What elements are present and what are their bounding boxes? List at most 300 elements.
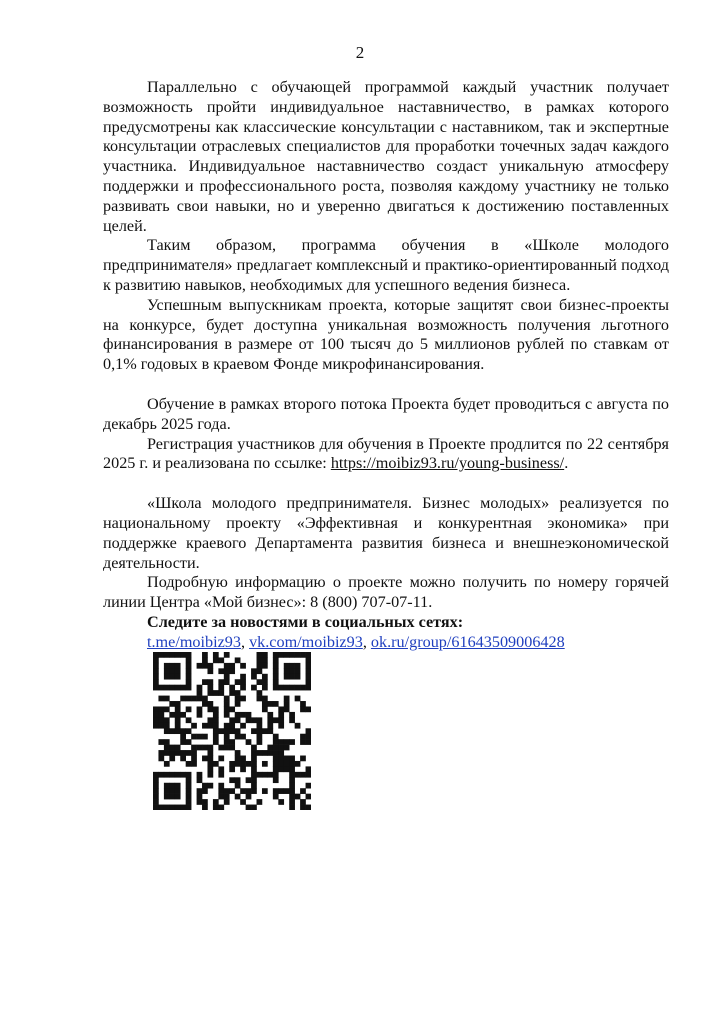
qr-module <box>246 739 252 745</box>
qr-module <box>240 712 246 718</box>
qr-module <box>257 663 263 669</box>
qr-module <box>300 685 306 691</box>
qr-module <box>218 745 224 751</box>
ok-link[interactable]: ok.ru/group/61643509006428 <box>370 632 565 651</box>
qr-module <box>229 766 235 772</box>
qr-module <box>202 657 208 663</box>
qr-module <box>224 745 230 751</box>
qr-module <box>169 756 175 762</box>
qr-module <box>306 783 311 789</box>
qr-module <box>213 734 219 740</box>
qr-module <box>169 663 175 669</box>
qr-module <box>262 706 268 712</box>
qr-module <box>251 750 257 756</box>
qr-module <box>202 756 208 762</box>
qr-module <box>289 717 295 723</box>
qr-module <box>284 766 290 772</box>
qr-module <box>235 696 241 702</box>
qr-module <box>164 794 170 800</box>
qr-module <box>278 756 284 762</box>
qr-module <box>153 657 159 663</box>
qr-module <box>300 799 306 805</box>
qr-module <box>158 805 164 810</box>
qr-module <box>278 739 284 745</box>
qr-module <box>186 805 192 810</box>
qr-module <box>191 745 197 751</box>
qr-module <box>153 706 159 712</box>
qr-module <box>153 723 159 729</box>
qr-module <box>229 668 235 674</box>
qr-module <box>300 788 306 794</box>
qr-module <box>306 674 311 680</box>
qr-module <box>202 788 208 794</box>
qr-module <box>306 805 311 810</box>
qr-module <box>246 788 252 794</box>
qr-module <box>257 657 263 663</box>
qr-module <box>213 799 219 805</box>
qr-module <box>284 696 290 702</box>
qr-module <box>251 756 257 762</box>
qr-module <box>284 668 290 674</box>
qr-module <box>295 761 301 767</box>
qr-module <box>306 652 311 658</box>
qr-module <box>175 685 181 691</box>
qr-module <box>218 690 224 696</box>
qr-module <box>158 739 164 745</box>
qr-module <box>235 657 241 663</box>
paragraph-hotline: Подробную информацию о проекте можно получить по номеру горячей линии Центра «Мой бизнес»: 8 (800) 707-07-11. <box>103 573 669 612</box>
qr-module <box>202 734 208 740</box>
qr-module <box>240 696 246 702</box>
qr-module <box>186 685 192 691</box>
qr-module <box>213 761 219 767</box>
qr-module <box>175 728 181 734</box>
qr-module <box>240 685 246 691</box>
qr-module <box>251 777 257 783</box>
qr-module <box>246 794 252 800</box>
qr-module <box>175 750 181 756</box>
qr-module <box>186 750 192 756</box>
qr-module <box>207 668 213 674</box>
qr-module <box>169 794 175 800</box>
qr-module <box>267 745 273 751</box>
qr-module <box>175 805 181 810</box>
qr-module <box>278 706 284 712</box>
qr-module <box>289 756 295 762</box>
qr-module <box>153 788 159 794</box>
qr-module <box>175 717 181 723</box>
qr-module <box>278 745 284 751</box>
qr-module <box>164 652 170 658</box>
qr-module <box>207 663 213 669</box>
qr-module <box>262 696 268 702</box>
qr-module <box>153 772 159 778</box>
qr-module <box>262 761 268 767</box>
qr-code-icon <box>153 652 311 810</box>
qr-module <box>207 685 213 691</box>
qr-module <box>164 685 170 691</box>
qr-module <box>229 717 235 723</box>
qr-module <box>175 788 181 794</box>
qr-module <box>257 668 263 674</box>
qr-module <box>289 685 295 691</box>
qr-module <box>158 723 164 729</box>
qr-module <box>224 712 230 718</box>
qr-module <box>218 728 224 734</box>
qr-module <box>251 745 257 751</box>
qr-module <box>306 734 311 740</box>
qr-module <box>207 723 213 729</box>
qr-module <box>229 739 235 745</box>
qr-module <box>191 761 197 767</box>
qr-module <box>186 728 192 734</box>
qr-module <box>197 690 203 696</box>
paragraph-mentorship: Параллельно с обучающей программой каждый участник получает возможность пройти индивидуальное наставничество, в рамках которого предусмотрены как классические консультации с наставником, так и экспертные консультации отраслевых специалистов для проработки точечных задач каждого участника. Индивидуальное наставничество создаст уникальную атмосферу поддержки и профессионального роста, позволяя каждому участнику не только развивать свои навыки, но и уверенно двигаться к достижению поставленных целей. <box>103 78 669 235</box>
qr-module <box>224 696 230 702</box>
telegram-link[interactable]: t.me/moibiz93 <box>147 632 241 651</box>
qr-module <box>158 685 164 691</box>
qr-module <box>278 788 284 794</box>
vk-link[interactable]: vk.com/moibiz93 <box>249 632 363 651</box>
qr-module <box>257 799 263 805</box>
qr-module <box>175 663 181 669</box>
qr-module <box>207 701 213 707</box>
qr-module <box>158 772 164 778</box>
qr-module <box>197 712 203 718</box>
qr-module <box>262 772 268 778</box>
qr-module <box>224 668 230 674</box>
qr-module <box>229 728 235 734</box>
qr-module <box>224 728 230 734</box>
qr-module <box>153 674 159 680</box>
qr-module <box>273 663 279 669</box>
qr-module <box>251 766 257 772</box>
qr-module <box>295 668 301 674</box>
qr-module <box>175 668 181 674</box>
qr-module <box>235 701 241 707</box>
qr-module <box>191 750 197 756</box>
spacer <box>103 375 669 395</box>
qr-module <box>213 805 219 810</box>
qr-module <box>300 706 306 712</box>
qr-module <box>295 652 301 658</box>
qr-module <box>224 652 230 658</box>
qr-module <box>197 788 203 794</box>
qr-module <box>278 717 284 723</box>
qr-module <box>289 739 295 745</box>
qr-module <box>229 685 235 691</box>
qr-module <box>153 717 159 723</box>
paragraph-financing: Успешным выпускникам проекта, которые защитят свои бизнес-проекты на конкурсе, будет доступна уникальная возможность получения льготного финансирования в размере от 100 тысяч до 5 миллионов рублей по ставкам от 0,1% годовых в краевом Фонде микрофинансирования. <box>103 295 669 374</box>
qr-module <box>251 717 257 723</box>
qr-module <box>289 712 295 718</box>
qr-module <box>300 739 306 745</box>
qr-module <box>251 728 257 734</box>
spacer <box>103 474 669 494</box>
qr-module <box>164 783 170 789</box>
qr-module <box>284 674 290 680</box>
qr-module <box>262 685 268 691</box>
qr-module <box>213 690 219 696</box>
qr-module <box>186 696 192 702</box>
qr-module <box>197 794 203 800</box>
qr-module <box>289 652 295 658</box>
qr-module <box>180 756 186 762</box>
qr-module <box>175 712 181 718</box>
qr-module <box>289 783 295 789</box>
registration-period: . <box>564 454 569 473</box>
qr-module <box>213 717 219 723</box>
qr-module <box>224 723 230 729</box>
qr-module <box>278 766 284 772</box>
qr-module <box>278 750 284 756</box>
qr-module <box>213 723 219 729</box>
qr-module <box>180 712 186 718</box>
qr-module <box>164 805 170 810</box>
qr-module <box>224 701 230 707</box>
qr-module <box>235 783 241 789</box>
qr-module <box>158 652 164 658</box>
qr-module <box>153 783 159 789</box>
qr-module <box>306 739 311 745</box>
qr-module <box>262 663 268 669</box>
qr-module <box>175 772 181 778</box>
qr-module <box>213 652 219 658</box>
registration-link[interactable]: https://moibiz93.ru/young-business/ <box>330 454 565 473</box>
qr-module <box>191 696 197 702</box>
qr-module <box>273 794 279 800</box>
qr-module <box>306 794 311 800</box>
qr-module <box>306 668 311 674</box>
qr-module <box>289 788 295 794</box>
qr-module <box>273 761 279 767</box>
qr-module <box>169 805 175 810</box>
qr-module <box>295 723 301 729</box>
qr-module <box>273 777 279 783</box>
qr-module <box>273 756 279 762</box>
qr-module <box>229 663 235 669</box>
qr-module <box>257 690 263 696</box>
qr-module <box>218 657 224 663</box>
qr-module <box>306 663 311 669</box>
qr-module <box>218 668 224 674</box>
qr-module <box>207 761 213 767</box>
qr-module <box>153 685 159 691</box>
qr-module <box>257 717 263 723</box>
qr-module <box>169 728 175 734</box>
qr-module <box>186 788 192 794</box>
qr-module <box>246 777 252 783</box>
paragraph-national-project: «Школа молодого предпринимателя. Бизнес молодых» реализуется по национальному проекту «Эффективная и конкурентная экономика» при поддержке краевого Департамента развития бизнеса и внешнеэкономической деятельности. <box>103 494 669 572</box>
qr-module <box>295 696 301 702</box>
qr-module <box>278 723 284 729</box>
qr-module <box>224 739 230 745</box>
paragraph-registration <box>103 435 669 475</box>
qr-module <box>240 788 246 794</box>
paragraph-schedule: Обучение в рамках второго потока Проекта будет проводиться с августа по декабрь 2025 года. <box>103 394 669 433</box>
qr-module <box>153 799 159 805</box>
qr-module <box>300 805 306 810</box>
qr-module <box>273 701 279 707</box>
qr-module <box>207 783 213 789</box>
qr-module <box>240 761 246 767</box>
qr-module <box>306 685 311 691</box>
qr-module <box>262 657 268 663</box>
qr-module <box>289 799 295 805</box>
qr-module <box>218 679 224 685</box>
qr-module <box>153 794 159 800</box>
qr-module <box>202 652 208 658</box>
qr-module <box>267 772 273 778</box>
document-body <box>103 78 669 653</box>
qr-module <box>235 794 241 800</box>
qr-module <box>175 652 181 658</box>
qr-module <box>235 756 241 762</box>
qr-module <box>175 723 181 729</box>
qr-module <box>197 685 203 691</box>
qr-module <box>289 794 295 800</box>
qr-module <box>273 772 279 778</box>
qr-module <box>235 712 241 718</box>
qr-module <box>224 663 230 669</box>
qr-module <box>180 685 186 691</box>
qr-module <box>207 679 213 685</box>
qr-module <box>273 750 279 756</box>
qr-module <box>169 745 175 751</box>
qr-module <box>251 761 257 767</box>
qr-module <box>251 783 257 789</box>
qr-module <box>224 734 230 740</box>
qr-module <box>289 668 295 674</box>
qr-module <box>153 712 159 718</box>
qr-module <box>278 712 284 718</box>
qr-module <box>186 783 192 789</box>
social-heading: Следите за новостями в социальных сетях: <box>147 612 464 631</box>
qr-module <box>202 663 208 669</box>
qr-module <box>169 668 175 674</box>
qr-module <box>207 756 213 762</box>
qr-module <box>273 685 279 691</box>
qr-module <box>240 663 246 669</box>
qr-module <box>175 794 181 800</box>
qr-module <box>218 788 224 794</box>
qr-module <box>197 745 203 751</box>
qr-module <box>229 761 235 767</box>
qr-module <box>295 663 301 669</box>
qr-code-graphic <box>153 652 311 810</box>
qr-module <box>191 723 197 729</box>
qr-module <box>186 717 192 723</box>
qr-module <box>289 777 295 783</box>
qr-module <box>153 805 159 810</box>
qr-module <box>229 788 235 794</box>
qr-module <box>300 756 306 762</box>
qr-module <box>273 652 279 658</box>
qr-module <box>164 761 170 767</box>
qr-module <box>267 717 273 723</box>
qr-module <box>197 663 203 669</box>
qr-module <box>267 750 273 756</box>
qr-module <box>257 734 263 740</box>
qr-module <box>235 777 241 783</box>
qr-module <box>218 756 224 762</box>
qr-module <box>240 799 246 805</box>
qr-module <box>295 772 301 778</box>
qr-module <box>213 706 219 712</box>
qr-module <box>186 739 192 745</box>
qr-module <box>158 756 164 762</box>
qr-module <box>251 668 257 674</box>
qr-module <box>262 652 268 658</box>
qr-module <box>235 728 241 734</box>
qr-module <box>202 799 208 805</box>
qr-module <box>175 701 181 707</box>
qr-module <box>229 745 235 751</box>
qr-module <box>284 652 290 658</box>
qr-module <box>267 701 273 707</box>
qr-module <box>284 788 290 794</box>
qr-module <box>273 674 279 680</box>
qr-module <box>295 794 301 800</box>
qr-module <box>197 696 203 702</box>
qr-module <box>169 701 175 707</box>
qr-module <box>284 663 290 669</box>
qr-module <box>186 794 192 800</box>
qr-module <box>224 799 230 805</box>
qr-module <box>300 772 306 778</box>
qr-module <box>273 788 279 794</box>
qr-module <box>164 696 170 702</box>
qr-module <box>175 706 181 712</box>
qr-module <box>257 739 263 745</box>
qr-module <box>153 663 159 669</box>
qr-module <box>246 717 252 723</box>
qr-module <box>164 788 170 794</box>
qr-module <box>235 750 241 756</box>
qr-module <box>169 652 175 658</box>
qr-module <box>186 668 192 674</box>
qr-module <box>164 745 170 751</box>
qr-module <box>175 674 181 680</box>
qr-module <box>164 663 170 669</box>
qr-module <box>197 799 203 805</box>
qr-module <box>289 761 295 767</box>
qr-module <box>229 723 235 729</box>
qr-module <box>202 805 208 810</box>
qr-module <box>175 745 181 751</box>
qr-module <box>169 674 175 680</box>
qr-module <box>251 674 257 680</box>
qr-module <box>218 766 224 772</box>
qr-module <box>289 663 295 669</box>
qr-module <box>186 799 192 805</box>
qr-module <box>284 701 290 707</box>
qr-module <box>240 756 246 762</box>
qr-module <box>158 712 164 718</box>
qr-module <box>207 745 213 751</box>
qr-module <box>306 657 311 663</box>
qr-module <box>284 761 290 767</box>
qr-module <box>202 696 208 702</box>
qr-module <box>278 761 284 767</box>
qr-module <box>224 679 230 685</box>
qr-module <box>295 685 301 691</box>
qr-module <box>246 712 252 718</box>
qr-module <box>289 674 295 680</box>
qr-module <box>218 783 224 789</box>
qr-module <box>251 788 257 794</box>
qr-module <box>235 679 241 685</box>
